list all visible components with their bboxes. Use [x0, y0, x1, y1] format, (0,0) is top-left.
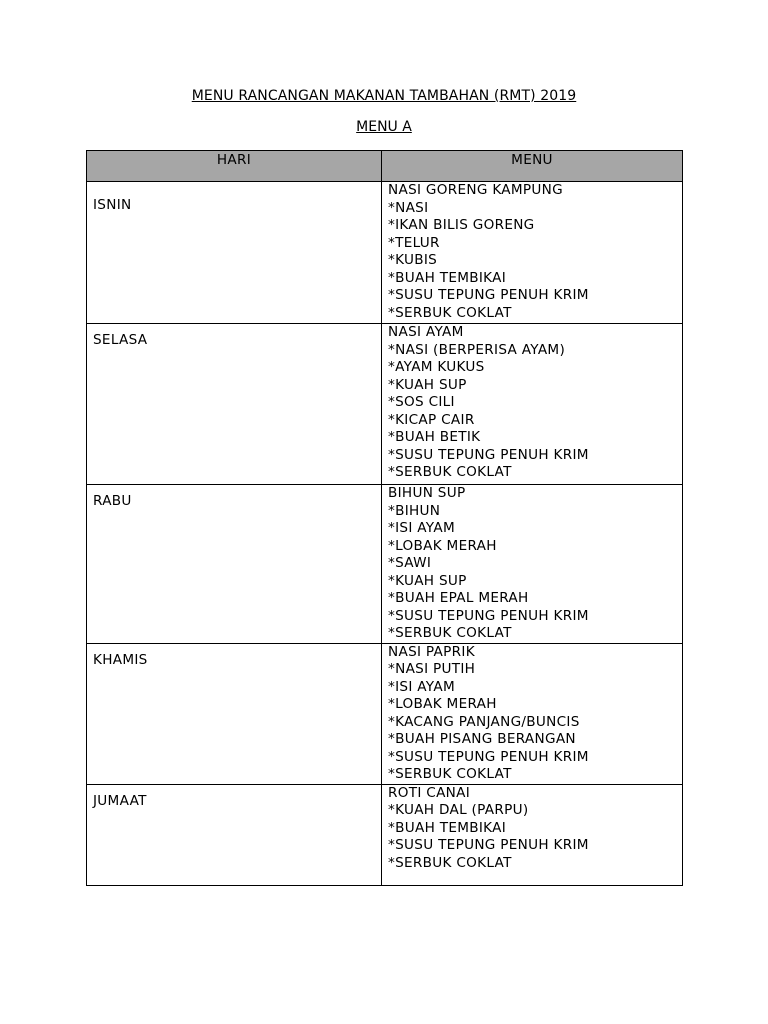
day-label: RABU — [93, 493, 132, 509]
header-hari: HARI — [87, 151, 382, 182]
menu-item: *SAWI — [388, 555, 432, 571]
menu-item: *SUSU TEPUNG PENUH KRIM — [388, 446, 589, 463]
menu-item: *SERBUK COKLAT — [388, 625, 512, 641]
day-cell — [87, 485, 382, 644]
table-row — [87, 324, 683, 485]
menu-item: *KUBIS — [388, 252, 438, 268]
menu-item: *NASI PUTIH — [388, 661, 476, 677]
menu-item: *IKAN BILIS GORENG — [388, 217, 535, 233]
menu-cell — [382, 485, 683, 644]
day-cell — [87, 784, 382, 885]
menu-item: *LOBAK MERAH — [388, 696, 497, 712]
table-header-row — [87, 151, 683, 182]
menu-item: *BUAH EPAL MERAH — [388, 590, 529, 606]
menu-subtitle: MENU A — [356, 119, 412, 135]
menu-item: *BUAH PISANG BERANGAN — [388, 731, 576, 747]
menu-item: *SUSU TEPUNG PENUH KRIM — [388, 837, 589, 853]
menu-table — [86, 150, 683, 886]
menu-cell — [382, 182, 683, 324]
table-row — [87, 643, 683, 784]
table-body — [87, 182, 683, 886]
dish-name: NASI AYAM — [388, 324, 464, 340]
day-label: JUMAAT — [93, 792, 147, 809]
table-row — [87, 485, 683, 644]
day-cell — [87, 182, 382, 324]
menu-item: *SERBUK COKLAT — [388, 766, 512, 782]
menu-item: *NASI (BERPERISA AYAM) — [388, 341, 566, 358]
dish-name: BIHUN SUP — [388, 485, 466, 501]
day-label: KHAMIS — [93, 651, 148, 668]
menu-item: *LOBAK MERAH — [388, 537, 497, 554]
day-cell — [87, 643, 382, 784]
menu-item: *KUAH SUP — [388, 572, 467, 589]
menu-item: *BUAH TEMBIKAI — [388, 819, 507, 836]
menu-item: *AYAM KUKUS — [388, 359, 485, 375]
menu-cell — [382, 784, 683, 885]
menu-item: *ISI AYAM — [388, 678, 455, 695]
menu-item: *BUAH BETIK — [388, 429, 481, 445]
menu-item: *KACANG PANJANG/BUNCIS — [388, 713, 580, 730]
day-label: ISNIN — [93, 197, 132, 213]
menu-item: *ISI AYAM — [388, 520, 455, 536]
menu-item: *KUAH DAL (PARPU) — [388, 802, 529, 818]
table-row — [87, 784, 683, 885]
menu-item: *BIHUN — [388, 502, 441, 519]
menu-item: *KICAP CAIR — [388, 411, 475, 428]
day-label: SELASA — [93, 332, 148, 348]
menu-item: *SUSU TEPUNG PENUH KRIM — [388, 287, 589, 303]
page-title: MENU RANCANGAN MAKANAN TAMBAHAN (RMT) 2019 — [191, 88, 577, 104]
menu-cell — [382, 324, 683, 485]
dish-name: NASI GORENG KAMPUNG — [388, 182, 563, 198]
menu-item: *NASI — [388, 199, 429, 216]
menu-item: *BUAH TEMBIKAI — [388, 269, 507, 286]
header-menu: MENU — [382, 151, 683, 182]
menu-item: *SUSU TEPUNG PENUH KRIM — [388, 607, 589, 624]
dish-name: NASI PAPRIK — [388, 643, 475, 660]
table-row — [87, 182, 683, 324]
menu-item: *TELUR — [388, 234, 440, 251]
menu-item: *SERBUK COKLAT — [388, 304, 512, 321]
menu-item: *SERBUK COKLAT — [388, 854, 512, 871]
menu-item: *KUAH SUP — [388, 376, 467, 393]
menu-item: *SUSU TEPUNG PENUH KRIM — [388, 748, 589, 765]
dish-name: ROTI CANAI — [388, 784, 471, 801]
menu-cell — [382, 643, 683, 784]
day-cell — [87, 324, 382, 485]
menu-item: *SOS CILI — [388, 394, 455, 410]
menu-item: *SERBUK COKLAT — [388, 464, 512, 480]
